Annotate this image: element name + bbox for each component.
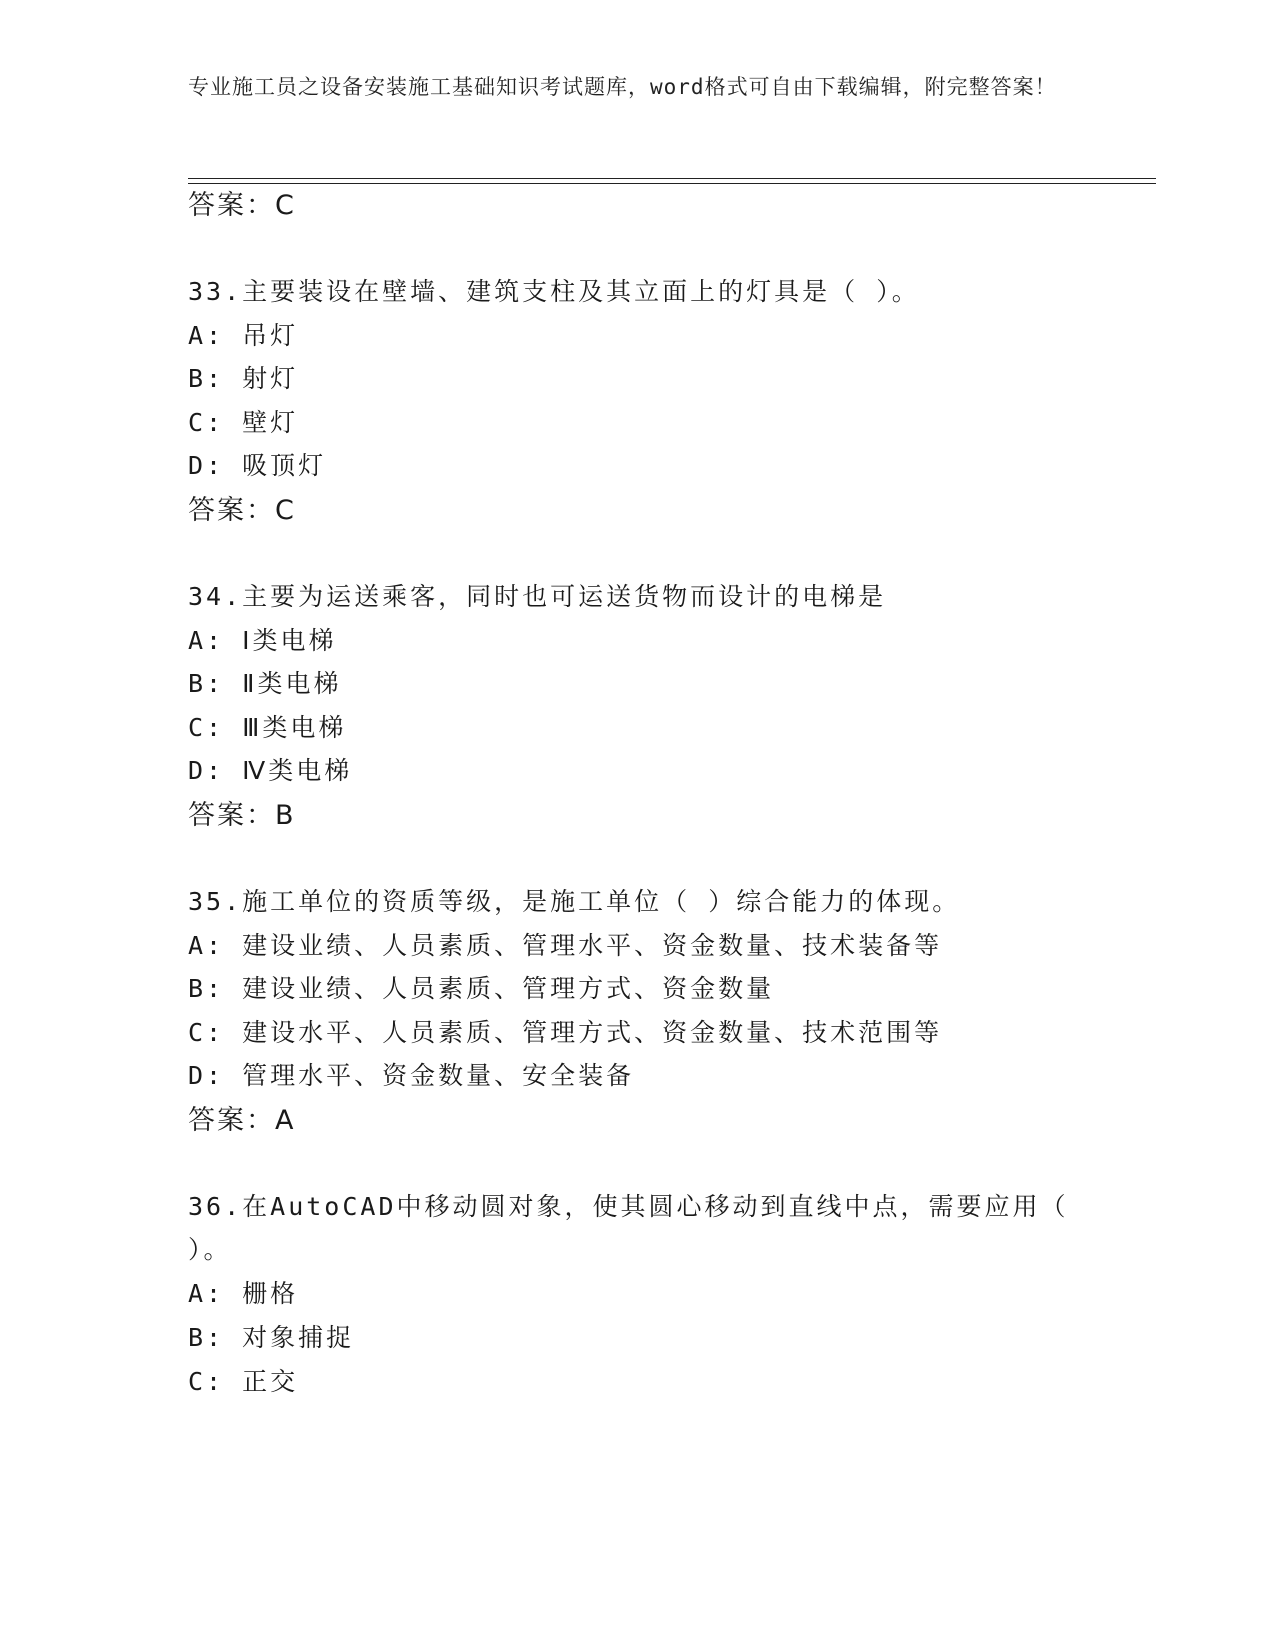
question-35: 35.施工单位的资质等级，是施工单位（ ）综合能力的体现。 — [188, 887, 961, 916]
option-36-a: A: 栅格 — [188, 1279, 299, 1308]
option-33-c: C: 壁灯 — [188, 408, 299, 437]
option-34-c: C: Ⅲ类电梯 — [188, 713, 347, 742]
option-35-b: B: 建设业绩、人员素质、管理方式、资金数量 — [188, 974, 775, 1003]
answer-32: 答案：C — [188, 190, 296, 221]
question-33: 33.主要装设在壁墙、建筑支柱及其立面上的灯具是（ ）。 — [188, 277, 920, 306]
answer-33: 答案：C — [188, 495, 296, 526]
header-rule-bottom — [188, 183, 1156, 184]
option-34-a: A: Ⅰ类电梯 — [188, 626, 337, 655]
document-header: 专业施工员之设备安装施工基础知识考试题库，word格式可自由下载编辑，附完整答案！ — [188, 75, 1057, 99]
option-36-c: C: 正交 — [188, 1367, 299, 1396]
option-34-b: B: Ⅱ类电梯 — [188, 669, 342, 698]
option-36-b: B: 对象捕捉 — [188, 1323, 355, 1352]
answer-35: 答案：A — [188, 1105, 296, 1136]
option-35-d: D: 管理水平、资金数量、安全装备 — [188, 1061, 635, 1090]
option-33-d: D: 吸顶灯 — [188, 451, 327, 480]
option-34-d: D: Ⅳ类电梯 — [188, 756, 353, 785]
option-35-c: C: 建设水平、人员素质、管理方式、资金数量、技术范围等 — [188, 1018, 943, 1047]
question-34: 34.主要为运送乘客，同时也可运送货物而设计的电梯是 — [188, 582, 887, 611]
option-35-a: A: 建设业绩、人员素质、管理水平、资金数量、技术装备等 — [188, 931, 943, 960]
option-33-a: A: 吊灯 — [188, 321, 299, 350]
question-36: 36.在AutoCAD中移动圆对象，使其圆心移动到直线中点，需要应用（ — [188, 1192, 1069, 1221]
answer-34: 答案：B — [188, 800, 296, 831]
option-33-b: B: 射灯 — [188, 364, 299, 393]
question-36-continued: ）。 — [188, 1235, 232, 1264]
header-rule-top — [188, 178, 1156, 179]
